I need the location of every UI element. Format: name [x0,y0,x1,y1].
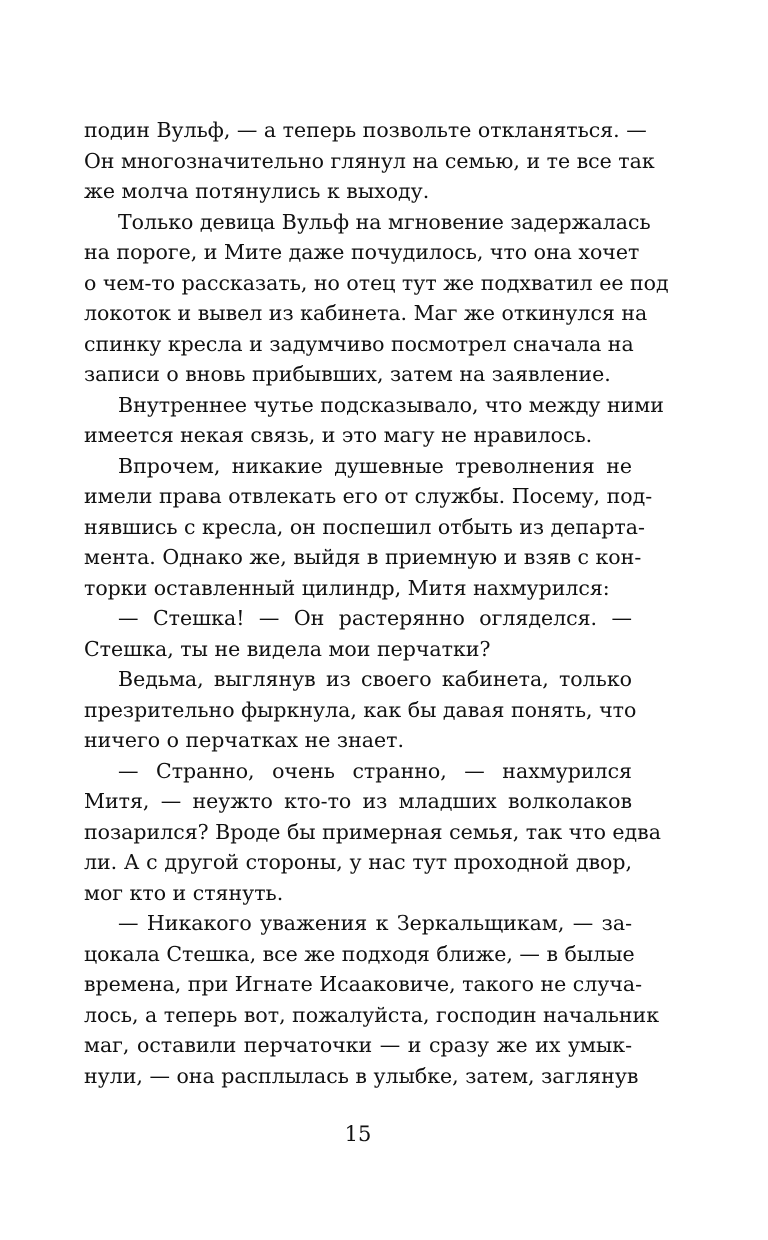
text-line: — Никакого уважения к Зеркальщикам, — за- [118,911,632,935]
paragraph-5 [84,603,632,664]
text-line: Митя, — неужто кто-то из младших волколаков [84,789,632,813]
paragraph-1 [84,115,655,207]
text-line: Внутреннее чутье подсказывало, что между ними [118,392,664,417]
text-line: Ведьма, выглянув из своего кабинета, только [118,667,632,691]
text-line: цокала Стешка, все же подходя ближе, — в былые [84,941,635,966]
paragraph-7 [84,756,661,909]
paragraph-4 [84,451,653,604]
text-line: Он многозначительно глянул на семью, и те все так [84,148,655,173]
paragraph-3 [84,390,664,451]
text-line: мог кто и стянуть. [84,880,284,905]
text-line: же молча потянулись к выходу. [84,179,430,203]
text-line: локоток и вывел из кабинета. Маг же откинулся на [84,301,648,325]
text-line: торки оставленный цилиндр, Митя нахмурился: [84,575,610,600]
text-line: на пороге, и Мите даже почудилось, что она хочет [84,240,640,264]
text-line: нявшись с кресла, он поспешил отбыть из департа- [84,514,645,539]
text-line: имели права отвлекать его от службы. Посему, под- [84,484,653,508]
text-line: спинку кресла и задумчиво посмотрел сначала на [84,331,634,356]
text-line: презрительно фыркнула, как бы давая понять, что [84,697,637,722]
page-number: 15 [344,1122,372,1146]
text-line: Впрочем, никакие душевные треволнения не [118,453,632,478]
text-line: имеется некая связь, и это магу не нравилось. [84,423,593,447]
text-line: подин Вульф, — а теперь позвольте откланяться. — [84,118,647,142]
text-line: Стешка, ты не видела мои перчатки? [84,636,491,661]
text-line: нули, — она расплылась в улыбке, затем, заглянув [84,1063,639,1088]
text-line: ничего о перчатках не знает. [84,728,404,752]
text-line: ли. А с другой стороны, у нас тут проходной двор, [84,850,632,874]
text-line: — Странно, очень странно, — нахмурился [118,758,632,783]
body-text [84,115,669,1091]
text-line: записи о вновь прибывших, затем на заявление. [84,362,611,386]
text-line: Только девица Вульф на мгновение задержалась [118,209,651,234]
text-line: мента. Однако же, выйдя в приемную и взяв с кон- [84,545,642,569]
text-line: времена, при Игнате Исааковиче, такого не случа- [84,972,643,996]
text-line: лось, а теперь вот, пожалуйста, господин начальник [84,1002,660,1027]
text-line: маг, оставили перчаточки — и сразу же их умык- [84,1033,632,1057]
text-line: о чем-то рассказать, но отец тут же подхватил ее под [84,270,669,295]
paragraph-2 [84,207,669,390]
text-line: позарился? Вроде бы примерная семья, так что едва [84,819,661,844]
paragraph-6 [84,664,637,756]
text-line: — Стешка! — Он растерянно огляделся. — [118,606,632,630]
paragraph-8 [84,908,660,1091]
